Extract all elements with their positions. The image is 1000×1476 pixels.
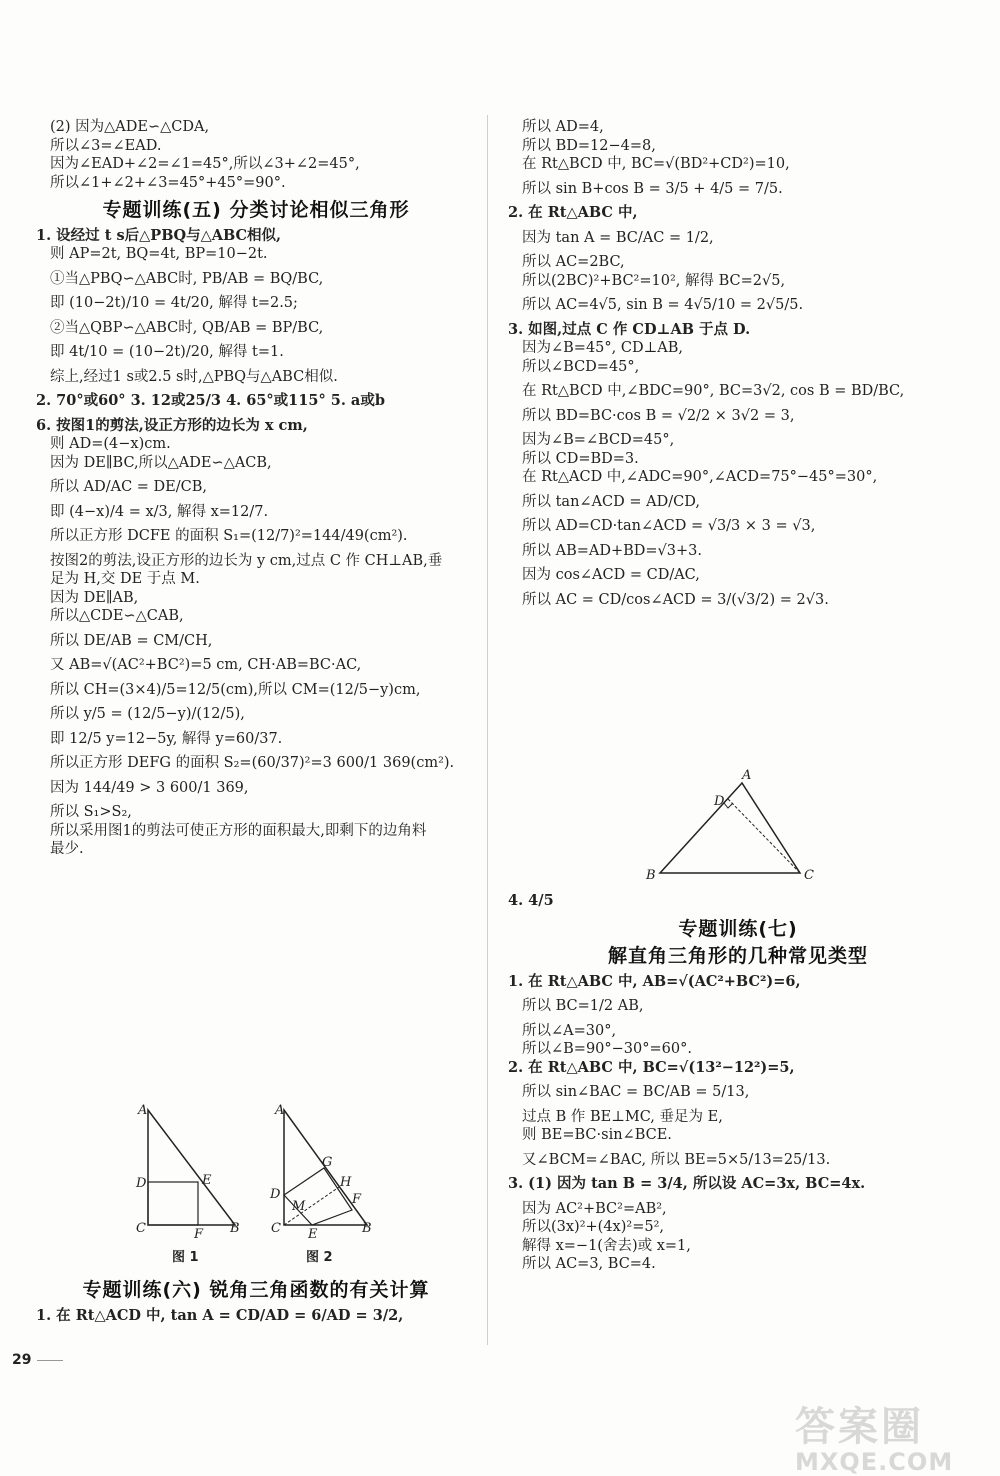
fig3-label: D — [714, 794, 725, 809]
fig1-label: E — [202, 1173, 212, 1188]
text-line: 2. 在 Rt△ABC 中, BC=√(13²−12²)=5, — [508, 1058, 795, 1076]
column-divider — [487, 115, 488, 1345]
text-line: 所以 CD=BD=3. — [522, 450, 639, 467]
fig2-label: M — [292, 1199, 306, 1214]
text-line: 所以 AC=2BC, — [522, 254, 625, 270]
text-line: 因为 144/49 > 3 600/1 369, — [50, 779, 249, 796]
text-line: 因为 tan A = BC/AC = 1/2, — [522, 229, 714, 246]
watermark-logo-text: 答案圈 — [795, 1404, 924, 1450]
section-heading: 解直角三角形的几种常见类型 — [607, 945, 868, 967]
watermark-url: MXQE.COM — [795, 1448, 954, 1476]
text-line: 所以(2BC)²+BC²=10², 解得 BC=2√5, — [522, 272, 786, 289]
fig1-label: D — [136, 1176, 147, 1191]
text-line: 即 12/5 y=12−5y, 解得 y=60/37. — [50, 730, 283, 747]
text-line: 所以 DE/AB = CM/CH, — [50, 632, 213, 649]
page-number: 29 — [12, 1352, 63, 1368]
text-line: 在 Rt△BCD 中, BC=√(BD²+CD²)=10, — [522, 156, 790, 172]
fig2-label: G — [322, 1155, 333, 1170]
text-line: 在 Rt△ACD 中,∠ADC=90°,∠ACD=75°−45°=30°, — [522, 469, 878, 485]
section-heading: 专题训练(七) — [678, 917, 798, 940]
text-line: 3. 如图,过点 C 作 CD⊥AB 于点 D. — [508, 320, 751, 338]
text-line: 1. 设经过 t s后△PBQ与△ABC相似, — [36, 226, 282, 244]
text-line: 1. 在 Rt△ABC 中, AB=√(AC²+BC²)=6, — [508, 972, 801, 990]
fig1-label: A — [138, 1103, 148, 1118]
text-line: 所以 AD=CD·tan∠ACD = √3/3 × 3 = √3, — [522, 518, 816, 534]
fig1-label: C — [136, 1221, 146, 1236]
text-line: 所以正方形 DEFG 的面积 S₂=(60/37)²=3 600/1 369(cm²). — [50, 755, 455, 771]
text-line: 所以正方形 DCFE 的面积 S₁=(12/7)²=144/49(cm²). — [50, 528, 408, 544]
text-line: 因为 cos∠ACD = CD/AC, — [522, 567, 700, 583]
text-line: 1. 在 Rt△ACD 中, tan A = CD/AD = 6/AD = 3/2, — [36, 1306, 404, 1324]
text-line: 综上,经过1 s或2.5 s时,△PBQ与△ABC相似. — [50, 368, 338, 385]
text-line: 则 BE=BC·sin∠BCE. — [522, 1127, 672, 1143]
text-line: 所以∠3=∠EAD. — [50, 137, 162, 154]
text-line: 所以采用图1的剪法可使正方形的面积最大,即剩下的边角料 — [50, 822, 427, 839]
text-line: 所以 BD=12−4=8, — [522, 137, 656, 154]
figure-1 — [130, 1100, 250, 1240]
text-line: 6. 按图1的剪法,设正方形的边长为 x cm, — [36, 416, 308, 434]
text-line: 所以 y/5 = (12/5−y)/(12/5), — [50, 706, 245, 722]
text-line: 因为∠EAD+∠2=∠1=45°,所以∠3+∠2=45°, — [50, 156, 360, 172]
text-line: 所以△CDE∽△CAB, — [50, 608, 184, 624]
text-line: 所以 AC = CD/cos∠ACD = 3/(√3/2) = 2√3. — [522, 591, 829, 608]
text-line: 所以∠BCD=45°, — [522, 358, 640, 375]
text-line: 因为 DE∥BC,所以△ADE∽△ACB, — [50, 454, 272, 471]
text-line: 2. 70°或60° 3. 12或25/3 4. 65°或115° 5. a或b — [36, 392, 385, 409]
text-line: 因为 DE∥AB, — [50, 589, 139, 606]
left-column-bottom — [36, 1272, 476, 1325]
figure-2 — [262, 1100, 382, 1240]
text-line: 即 (10−2t)/10 = 4t/20, 解得 t=2.5; — [50, 295, 298, 311]
text-line: (2) 因为△ADE∽△CDA, — [50, 119, 210, 135]
fig1-label: B — [230, 1221, 240, 1236]
text-line: 因为∠B=45°, CD⊥AB, — [522, 340, 683, 356]
text-line: 所以 AD/AC = DE/CB, — [50, 479, 207, 495]
text-line: 所以 sin B+cos B = 3/5 + 4/5 = 7/5. — [522, 180, 783, 197]
text-line: 所以 CH=(3×4)/5=12/5(cm),所以 CM=(12/5−y)cm, — [50, 681, 421, 698]
fig3-label: C — [804, 868, 814, 883]
text-line: 在 Rt△BCD 中,∠BDC=90°, BC=3√2, cos B = BD/BC, — [522, 383, 905, 399]
fig2-label: H — [340, 1175, 352, 1190]
figure-3 — [640, 765, 820, 885]
text-line: 解得 x=−1(舍去)或 x=1, — [522, 1237, 691, 1254]
text-line: 则 AD=(4−x)cm. — [50, 436, 171, 452]
text-line: 因为∠B=∠BCD=45°, — [522, 432, 675, 448]
text-line: ②当△QBP∽△ABC时, QB/AB = BP/BC, — [50, 319, 324, 336]
text-line: ①当△PBQ∽△ABC时, PB/AB = BQ/BC, — [50, 270, 324, 287]
text-line: 所以 AC=3, BC=4. — [522, 1256, 656, 1272]
fig2-label: C — [271, 1221, 281, 1236]
text-line: 又 AB=√(AC²+BC²)=5 cm, CH·AB=BC·AC, — [50, 657, 362, 673]
figure-1-caption: 图 1 — [172, 1250, 199, 1265]
text-line: 所以 tan∠ACD = AD/CD, — [522, 493, 700, 510]
fig3-label: B — [646, 868, 656, 883]
text-line: 2. 在 Rt△ABC 中, — [508, 204, 638, 221]
text-line: 过点 B 作 BE⊥MC, 垂足为 E, — [522, 1108, 723, 1125]
text-line: 4. 4/5 — [508, 892, 554, 909]
fig2-label: A — [275, 1103, 285, 1118]
text-line: 最少. — [50, 841, 84, 857]
text-line: 因为 AC²+BC²=AB², — [522, 1200, 667, 1217]
text-line: 所以 sin∠BAC = BC/AB = 5/13, — [522, 1084, 750, 1100]
text-line: 所以 AB=AD+BD=√3+3. — [522, 542, 703, 559]
fig2-label: F — [352, 1192, 362, 1207]
text-line: 所以 AC=4√5, sin B = 4√5/10 = 2√5/5. — [522, 297, 804, 313]
text-line: 所以 BC=1/2 AB, — [522, 998, 644, 1014]
left-column — [36, 118, 476, 859]
fig2-label: E — [308, 1227, 318, 1240]
fig2-label: D — [270, 1187, 281, 1202]
text-line: 按图2的剪法,设正方形的边长为 y cm,过点 C 作 CH⊥AB,垂 — [50, 552, 443, 569]
figure-2-caption: 图 2 — [306, 1250, 333, 1265]
text-line: 所以(3x)²+(4x)²=5², — [522, 1219, 665, 1235]
fig3-label: A — [742, 768, 752, 783]
text-line: 所以 S₁>S₂, — [50, 804, 132, 820]
section-heading: 专题训练(六) 锐角三角函数的有关计算 — [82, 1279, 430, 1301]
watermark — [795, 1395, 953, 1476]
text-line: 又∠BCM=∠BAC, 所以 BE=5×5/13=25/13. — [522, 1151, 831, 1168]
text-line: 即 4t/10 = (10−2t)/20, 解得 t=1. — [50, 344, 284, 360]
right-column-bottom — [508, 892, 968, 1274]
fig1-label: F — [194, 1227, 204, 1240]
text-line: 即 (4−x)/4 = x/3, 解得 x=12/7. — [50, 503, 269, 520]
text-line: 所以∠A=30°, — [522, 1022, 617, 1039]
text-line: 所以∠1+∠2+∠3=45°+45°=90°. — [50, 174, 286, 191]
text-line: 所以∠B=90°−30°=60°. — [522, 1041, 692, 1057]
text-line: 所以 BD=BC·cos B = √2/2 × 3√2 = 3, — [522, 407, 795, 424]
text-line: 3. (1) 因为 tan B = 3/4, 所以设 AC=3x, BC=4x. — [508, 1175, 866, 1192]
text-line: 足为 H,交 DE 于点 M. — [50, 571, 200, 587]
text-line: 则 AP=2t, BQ=4t, BP=10−2t. — [50, 246, 268, 262]
section-heading: 专题训练(五) 分类讨论相似三角形 — [102, 199, 410, 221]
fig2-label: B — [362, 1221, 372, 1236]
right-column — [508, 118, 968, 609]
text-line: 所以 AD=4, — [522, 119, 604, 135]
